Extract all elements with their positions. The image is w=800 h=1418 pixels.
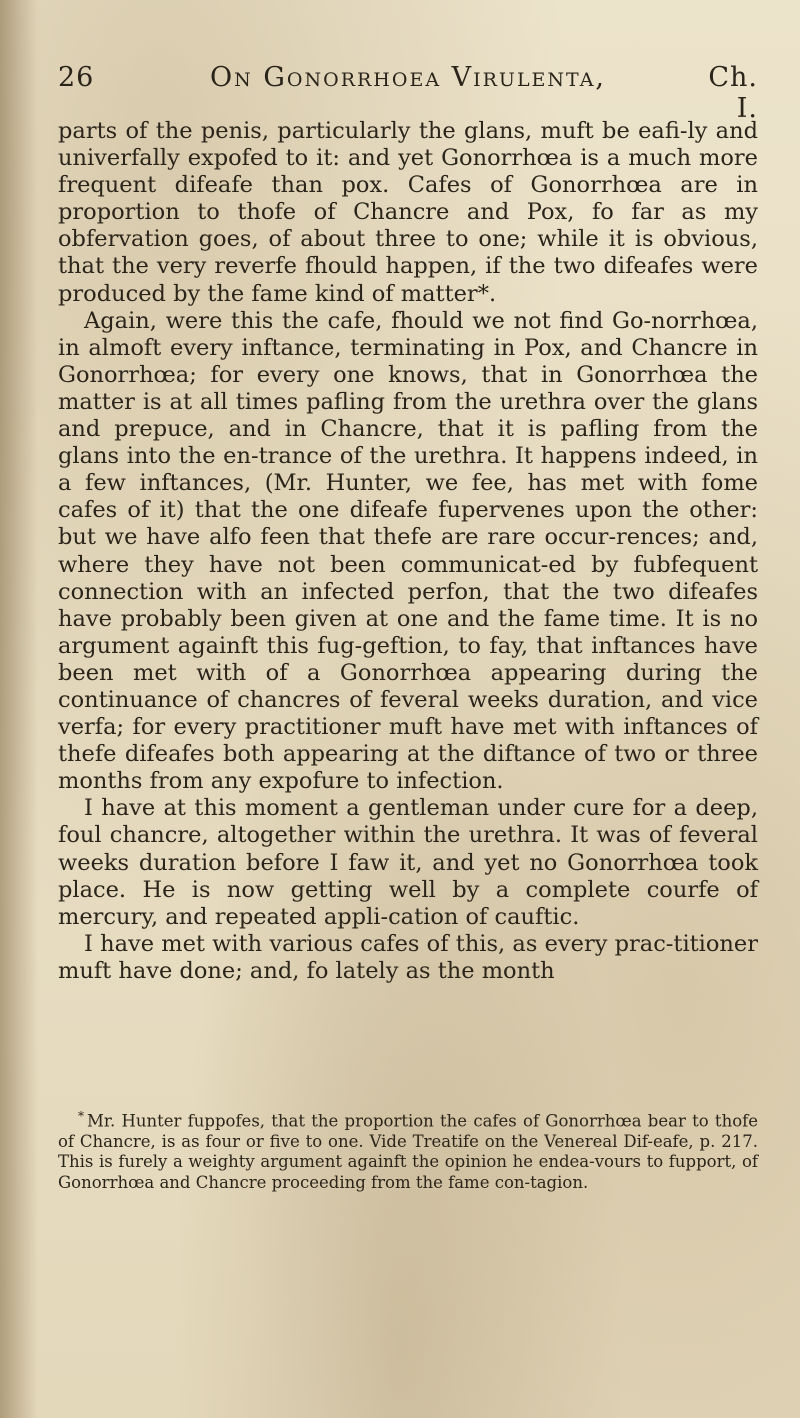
page-number: 26 — [58, 62, 95, 93]
running-head — [58, 62, 758, 124]
footnote-marker: * — [78, 1109, 84, 1123]
footnote-body — [58, 1106, 758, 1193]
footnote — [58, 1106, 758, 1193]
chapter-label: Ch. I. — [708, 62, 758, 124]
footnote-text: Mr. Hunter fuppofes, that the proportion the cafes of Gonorrhœa bear to thofe of Chancre, is as four or five to one. Vide Treatife on the Venereal Dif-eafe, p. 217. This is furely a weighty argument againft the opinion he endea-vours to fupport, of Gonorrhœa and Chancre proceeding from the fame con-tagion. — [58, 1111, 758, 1192]
paragraph: I have met with various cafes of this, as every prac-titioner muft have done; and, fo lately as the month — [58, 930, 758, 984]
body-text — [58, 118, 758, 985]
paragraph: I have at this moment a gentleman under cure for a deep, foul chancre, altogether within the urethra. It was of feveral weeks duration before I faw it, and yet no Gonorrhœa took place. He is now getting well by a complete courfe of mercury, and repeated appli-cation of cauftic. — [58, 795, 758, 930]
paragraph: Again, were this the cafe, fhould we not find Go-norrhœa, in almoft every inftance, terminating in Pox, and Chancre in Gonorrhœa; for every one knows, that in Gonorrhœa the matter is at all times pafling from the urethra over the glans and prepuce, and in Chancre, that it is pafling from the glans into the en-trance of the urethra. It happens indeed, in a few inftances, (Mr. Hunter, we fee, has met with fome cafes of it) that the one difeafe fupervenes upon the other: but we have alfo feen that thefe are rare occur-rences; and, where they have not been communicat-ed by fubfequent connection with an infected perfon, that the two difeafes have probably been given at one and the fame time. It is no argument againft this fug-geftion, to fay, that inftances have been met with of a Gonorrhœa appearing during the continuance of chancres of feveral weeks duration, and vice verfa; for every practitioner muft have met with inftances of thefe difeafes both appearing at the diftance of two or three months from any expofure to infection. — [58, 307, 758, 795]
running-title: On Gonorrhoea Virulenta, — [210, 62, 606, 93]
page-gutter-shadow — [0, 0, 38, 1418]
paragraph: parts of the penis, particularly the glans, muft be eafi-ly and univerfally expofed to it: and yet Gonorrhœa is a much more frequent difeafe than pox. Cafes of Gonorrhœa are in proportion to thofe of Chancre and Pox, fo far as my obfervation goes, of about three to one; while it is obvious, that the very reverfe fhould happen, if the two difeafes were produced by the fame kind of matter*. — [58, 118, 758, 307]
